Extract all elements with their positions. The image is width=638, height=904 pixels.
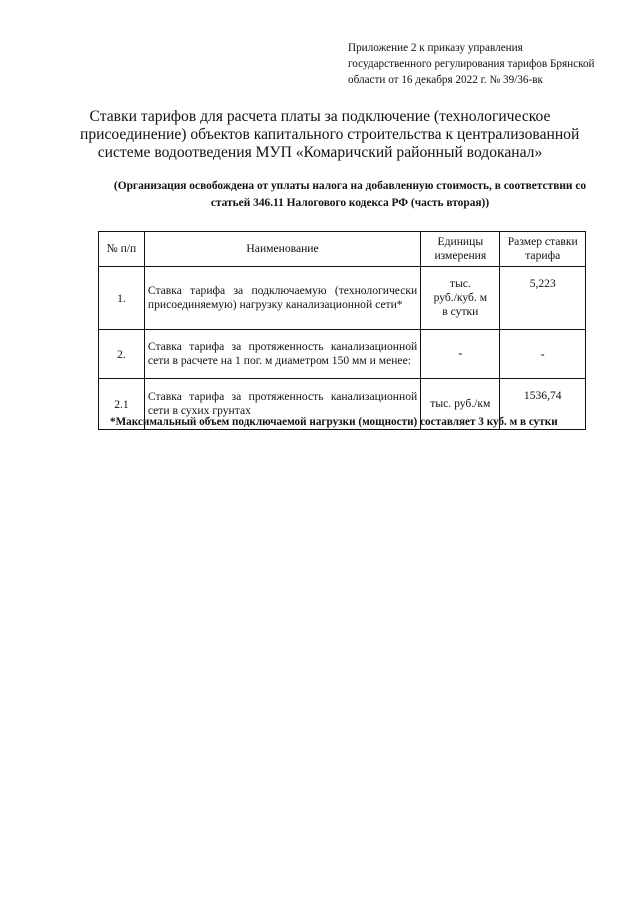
tariff-rates-table — [98, 231, 586, 430]
header-number: № п/п — [99, 232, 145, 267]
header-rate — [500, 232, 586, 267]
header-name: Наименование — [144, 232, 420, 267]
row-unit: - — [421, 330, 500, 379]
row-rate: 1536,74 — [500, 379, 586, 430]
header-rate-line: Размер ставки — [507, 235, 578, 248]
tax-exemption-note — [100, 178, 600, 212]
row-unit-line: руб./куб. м — [433, 291, 488, 304]
row-number: 2.1 — [99, 379, 145, 430]
header-rate-line: тарифа — [525, 249, 561, 262]
row-unit-line: тыс. — [449, 277, 471, 290]
header-unit-line: Единицы — [437, 235, 484, 248]
row-name: Ставка тарифа за подключаемую (технологически присоединяемую) нагрузку канализационной сети* — [144, 267, 420, 330]
appendix-reference — [348, 40, 618, 88]
header-unit-line: измерения — [434, 249, 487, 262]
appendix-line: государственного регулирования тарифов Брянской — [348, 58, 595, 70]
appendix-line: области от 16 декабря 2022 г. № 39/36-вк — [348, 74, 543, 86]
appendix-line: Приложение 2 к приказу управления — [348, 42, 523, 54]
row-unit: тыс. руб./км — [421, 379, 500, 430]
table-row — [99, 330, 586, 379]
title-line: системе водоотведения МУП «Комаричский районный водоканал» — [97, 144, 543, 161]
footnote: *Максимальный объем подключаемой нагрузки (мощности) составляет 3 куб. м в сутки — [110, 416, 558, 428]
title-line: Ставки тарифов для расчета платы за подключение (технологическое — [89, 108, 551, 125]
tax-note-line: статьей 346.11 Налогового кодекса РФ (часть вторая)) — [210, 197, 490, 209]
title-line: присоединение) объектов капитального строительства к централизованной — [80, 126, 580, 143]
tax-note-line: (Организация освобождена от уплаты налога на добавленную стоимость, в соответствии со — [113, 180, 587, 192]
header-unit — [421, 232, 500, 267]
row-unit-line: в сутки — [442, 305, 479, 318]
row-name: Ставка тарифа за протяженность канализационной сети в сухих грунтах — [144, 379, 420, 430]
row-number: 1. — [99, 267, 145, 330]
row-name: Ставка тарифа за протяженность канализационной сети в расчете на 1 пог. м диаметром 150 мм и менее: — [144, 330, 420, 379]
document-title — [80, 108, 580, 162]
row-rate: 5,223 — [500, 267, 586, 330]
row-rate: - — [500, 330, 586, 379]
row-number: 2. — [99, 330, 145, 379]
table-header-row — [99, 232, 586, 267]
table-row — [99, 267, 586, 330]
row-unit — [421, 267, 500, 330]
